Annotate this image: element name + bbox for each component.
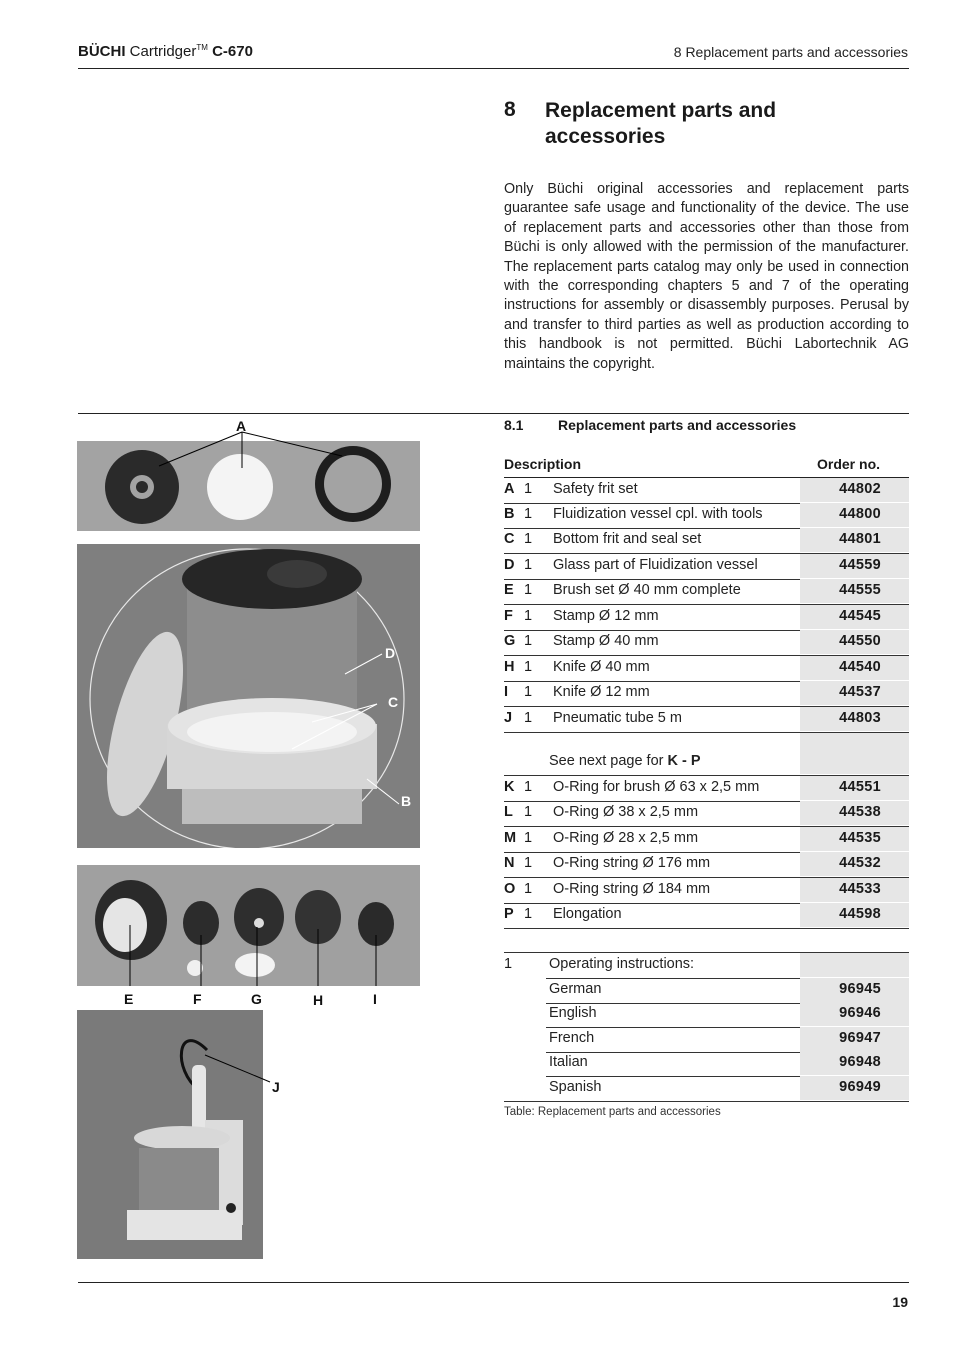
table-row <box>504 1027 909 1053</box>
language-name: Italian <box>549 1054 588 1070</box>
label-c: C <box>388 694 399 710</box>
part-letter: E <box>504 582 514 598</box>
pointer-lines-a <box>77 420 420 540</box>
order-cell <box>800 554 909 578</box>
part-letter: A <box>504 481 515 497</box>
brand-name: BÜCHI <box>78 43 126 60</box>
part-description: O-Ring Ø 38 x 2,5 mm <box>553 804 699 820</box>
subsection-rule <box>78 413 909 414</box>
part-description: Fluidization vessel cpl. with tools <box>553 506 763 522</box>
part-description: Stamp Ø 12 mm <box>553 608 659 624</box>
table-caption: Table: Replacement parts and accessories <box>504 1106 721 1118</box>
label-j: J <box>272 1079 280 1095</box>
order-cell <box>800 1051 909 1075</box>
label-a: A <box>236 418 247 434</box>
part-quantity: 1 <box>524 881 533 897</box>
order-cell <box>800 478 909 502</box>
instructions-row <box>504 953 909 979</box>
product-name: Cartridger <box>129 43 197 60</box>
instructions-label: Operating instructions: <box>549 956 695 972</box>
table-row <box>504 478 909 504</box>
table-row <box>504 978 909 1004</box>
part-quantity: 1 <box>524 481 533 497</box>
table-row <box>504 878 909 904</box>
order-number: 44537 <box>839 684 881 700</box>
part-quantity: 1 <box>524 906 533 922</box>
order-cell <box>800 528 909 552</box>
order-cell <box>800 630 909 654</box>
order-number: 44533 <box>839 881 881 897</box>
order-number: 44598 <box>839 906 881 922</box>
order-number: 44540 <box>839 659 881 675</box>
table-row <box>504 1051 909 1077</box>
part-letter: C <box>504 531 515 547</box>
see-next-page-text <box>549 753 701 769</box>
part-quantity: 1 <box>524 830 533 846</box>
part-description: Knife Ø 12 mm <box>553 684 650 700</box>
order-number: 96945 <box>839 981 881 997</box>
part-quantity: 1 <box>524 608 533 624</box>
table-row <box>504 656 909 682</box>
part-quantity: 1 <box>524 684 533 700</box>
part-letter: O <box>504 881 516 897</box>
language-name: English <box>549 1005 597 1021</box>
order-cell <box>800 681 909 705</box>
pointer-line-j <box>200 1050 280 1090</box>
col-order-header: Order no. <box>817 456 881 472</box>
order-number: 44800 <box>839 506 881 522</box>
order-number: 44551 <box>839 779 881 795</box>
order-cell <box>800 827 909 851</box>
see-next-label: See next page for <box>549 753 664 769</box>
trademark: TM <box>196 43 208 52</box>
order-number: 44802 <box>839 481 881 497</box>
tools-illustration <box>77 865 420 986</box>
photo-device-with-tube <box>77 1010 263 1259</box>
part-description: Brush set Ø 40 mm complete <box>553 582 741 598</box>
order-number: 96946 <box>839 1005 881 1021</box>
table-row <box>504 554 909 580</box>
table-row <box>504 852 909 878</box>
device-illustration <box>77 1010 263 1259</box>
table-row <box>504 776 909 802</box>
part-letter: B <box>504 506 515 522</box>
order-cell <box>800 978 909 1002</box>
order-number: 44803 <box>839 710 881 726</box>
page-number: 19 <box>892 1294 908 1310</box>
order-cell <box>800 579 909 603</box>
part-description: Pneumatic tube 5 m <box>553 710 682 726</box>
header-rule <box>78 68 909 69</box>
order-number: 44535 <box>839 830 881 846</box>
order-cell <box>800 1027 909 1051</box>
order-cell <box>800 801 909 825</box>
part-description: Stamp Ø 40 mm <box>553 633 659 649</box>
part-description: O-Ring string Ø 176 mm <box>553 855 711 871</box>
part-quantity: 1 <box>524 659 533 675</box>
order-number: 44559 <box>839 557 881 573</box>
part-letter: I <box>504 684 509 700</box>
part-letter: M <box>504 830 517 846</box>
order-cell <box>800 1002 909 1026</box>
see-next-range: K - P <box>667 753 701 769</box>
order-number: 44532 <box>839 855 881 871</box>
table-row <box>504 801 909 827</box>
part-quantity: 1 <box>524 710 533 726</box>
table-row <box>504 707 909 733</box>
part-letter: L <box>504 804 513 820</box>
label-b: B <box>401 793 412 809</box>
order-cell <box>800 707 909 731</box>
part-quantity: 1 <box>524 779 533 795</box>
label-e: E <box>124 991 134 1007</box>
order-number: 44801 <box>839 531 881 547</box>
order-cell <box>800 605 909 629</box>
subsection-number: 8.1 <box>504 417 524 433</box>
label-f: F <box>193 991 202 1007</box>
language-name: German <box>549 981 602 997</box>
table-row <box>504 528 909 554</box>
header-section: 8 Replacement parts and accessories <box>673 44 908 60</box>
part-description: Bottom frit and seal set <box>553 531 702 547</box>
header-brand <box>78 43 253 60</box>
label-d: D <box>385 645 396 661</box>
order-cell <box>800 878 909 902</box>
part-letter: N <box>504 855 515 871</box>
order-number: 44550 <box>839 633 881 649</box>
photo-fluidization-vessel <box>77 544 420 848</box>
part-description: O-Ring string Ø 184 mm <box>553 881 711 897</box>
part-letter: D <box>504 557 515 573</box>
label-i: I <box>373 991 377 1007</box>
col-description-header: Description <box>504 456 582 472</box>
part-letter: H <box>504 659 515 675</box>
table-row <box>504 903 909 929</box>
part-description: O-Ring Ø 28 x 2,5 mm <box>553 830 699 846</box>
part-quantity: 1 <box>524 582 533 598</box>
part-letter: P <box>504 906 514 922</box>
part-description: Elongation <box>553 906 622 922</box>
order-number: 96949 <box>839 1079 881 1095</box>
order-number: 44545 <box>839 608 881 624</box>
part-description: Safety frit set <box>553 481 638 497</box>
part-quantity: 1 <box>524 855 533 871</box>
part-quantity: 1 <box>524 633 533 649</box>
order-cell <box>800 733 909 774</box>
part-quantity: 1 <box>524 506 533 522</box>
section-number: 8 <box>504 98 516 121</box>
instructions-quantity: 1 <box>504 956 513 972</box>
order-cell <box>800 776 909 800</box>
language-name: Spanish <box>549 1079 602 1095</box>
part-description: Glass part of Fluidization vessel <box>553 557 758 573</box>
order-cell <box>800 656 909 680</box>
vessel-illustration <box>77 544 420 848</box>
part-letter: G <box>504 633 516 649</box>
part-description: O-Ring for brush Ø 63 x 2,5 mm <box>553 779 760 795</box>
order-cell <box>800 852 909 876</box>
table-row <box>504 681 909 707</box>
label-g: G <box>251 991 262 1007</box>
table-row <box>504 630 909 656</box>
order-cell <box>800 953 909 977</box>
table-row <box>504 1002 909 1028</box>
order-cell <box>800 503 909 527</box>
order-cell <box>800 903 909 927</box>
photo-tools <box>77 865 420 986</box>
language-name: French <box>549 1030 595 1046</box>
order-number: 96947 <box>839 1030 881 1046</box>
label-h: H <box>313 992 324 1008</box>
part-quantity: 1 <box>524 557 533 573</box>
order-number: 44538 <box>839 804 881 820</box>
part-quantity: 1 <box>524 531 533 547</box>
part-quantity: 1 <box>524 804 533 820</box>
table-row <box>504 827 909 853</box>
section-title: Replacement parts and accessories <box>545 99 777 148</box>
part-letter: J <box>504 710 513 726</box>
table-row <box>504 1076 909 1102</box>
intro-paragraph: Only Büchi original accessories and replacement parts guarantee safe usage and functionality of the device. The use of replacement parts and accessories other than those from Büchi is only allowed with the permission of the manufacturer. The replacement parts catalog may only be used in connection with the corresponding chapters 5 and 7 of the operating instructions for assembly or disassembly purposes. Perusal by and transfer to third parties as well as production according to this handbook is not permitted. Büchi Labortechnik AG maintains the copyright. <box>504 181 909 372</box>
subsection-title: Replacement parts and accessories <box>558 417 797 433</box>
part-letter: F <box>504 608 513 624</box>
see-next-page-row <box>504 733 909 776</box>
model-name: C-670 <box>212 43 253 60</box>
table-row <box>504 605 909 631</box>
order-number: 44555 <box>839 582 881 598</box>
order-cell <box>800 1076 909 1100</box>
part-letter: K <box>504 779 515 795</box>
footer-rule <box>78 1282 909 1283</box>
order-number: 96948 <box>839 1054 881 1070</box>
table-row <box>504 503 909 529</box>
table-row <box>504 579 909 605</box>
part-description: Knife Ø 40 mm <box>553 659 650 675</box>
